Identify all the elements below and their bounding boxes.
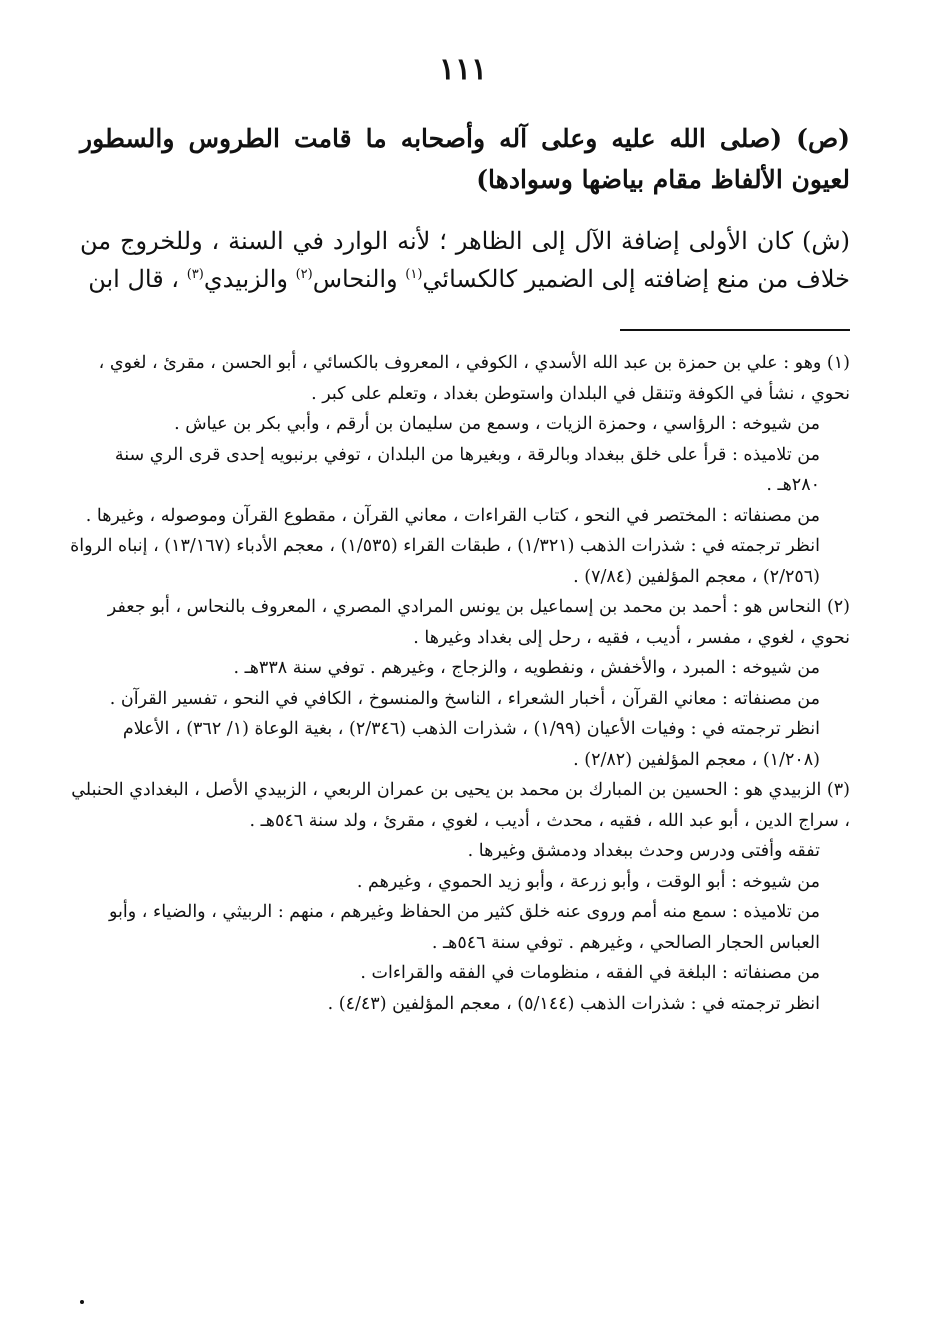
footnote-3-line: من شيوخه : أبو الوقت ، وأبو زرعة ، وأبو زيد الحموي ، وغيرهم . <box>356 871 820 892</box>
page-number: ١١١ <box>438 52 488 87</box>
footnote-2-line: من شيوخه : المبرد ، والأخفش ، ونفطويه ، والزجاج ، وغيرهم . توفي سنة ٣٣٨هـ . <box>233 658 820 678</box>
footnotes <box>70 348 850 1019</box>
footnote-1-line: انظر ترجمته في : شذرات الذهب (١/٣٢١) ، طبقات القراء (١/٥٣٥) ، معجم الأدباء (١٣/١٦٧) ، إنباه الرواة (٢/٢٥٦) ، معجم المؤلفين (٧/٨٤) . <box>70 536 820 587</box>
footnote-3-line: من تلاميذه : سمع منه أمم وروى عنه خلق كثير من الحفاظ وغيرهم ، منهم : الربيثي ، والضياء ، وأبو العباس الحجار الصالحي ، وغيرهم . توفي سنة ٥٤٦هـ . <box>108 902 820 953</box>
footnote-1-line: من تلاميذه : قرأ على خلق ببغداد وبالرقة ، وبغيرها من البلدان ، توفي برنبويه إحدى قرى الري سنة ٢٨٠هـ . <box>114 444 820 495</box>
footnote-3-line: من مصنفاته : البلغة في الفقه ، منظومات في الفقه والقراءات . <box>360 963 820 983</box>
print-speck <box>80 1300 84 1304</box>
sharh-text-3: والزبيدي <box>203 265 296 293</box>
sharh-text-2: والنحاس <box>312 265 406 293</box>
footnote-1-head: (١) وهو : علي بن حمزة بن عبد الله الأسدي ، الكوفي ، المعروف بالكسائي ، أبو الحسن ، مقرئ ، لغوي ، نحوي ، نشأ في الكوفة وتنقل في البلدان واستوطن بغداد ، وتعلم على كبر . <box>98 353 850 404</box>
footnote-2-line: انظر ترجمته في : وفيات الأعيان (١/٩٩) ، شذرات الذهب (٢/٣٤٦) ، بغية الوعاة (١/ ٣٦٢) ، الأعلام (١/٢٠٨) ، معجم المؤلفين (٢/٨٢) . <box>122 719 820 770</box>
footnote-ref-3: (٣) <box>186 267 204 282</box>
footnote-ref-2: (٢) <box>295 267 313 282</box>
sharh-text-1: (ش) كان الأولى إضافة الآل إلى الظاهر ؛ لأنه الوارد في السنة ، وللخروج من خلاف من منع إضافته إلى الضمير كالكسائي <box>80 227 850 293</box>
footnote-2 <box>70 592 850 775</box>
footnote-separator <box>620 329 850 331</box>
footnote-1-line: من مصنفاته : المختصر في النحو ، كتاب القراءات ، معاني القرآن ، مقطوع القرآن وموصوله ، وغيرها . <box>85 505 820 526</box>
footnote-3-line: تفقه وأفتى ودرس وحدث ببغداد ودمشق وغيرها . <box>467 841 820 861</box>
footnote-ref-1: (١) <box>405 267 423 282</box>
main-text <box>80 118 850 298</box>
footnote-2-line: من مصنفاته : معاني القرآن ، أخبار الشعراء ، الناسخ والمنسوخ ، الكافي في النحو ، تفسير القرآن . <box>109 688 820 709</box>
sharh-paragraph <box>80 222 850 298</box>
footnote-2-head: (٢) النحاس هو : أحمد بن محمد بن إسماعيل بن يونس المرادي المصري ، المعروف بالنحاس ، أبو جعفر نحوي ، لغوي ، مفسر ، أديب ، فقيه ، رحل إلى بغداد وغيرها . <box>107 597 850 648</box>
sharh-text-4: ، قال ابن <box>88 265 187 293</box>
matn-paragraph: (ص) (صلى الله عليه وعلى آله وأصحابه ما قامت الطروس والسطور لعيون الألفاظ مقام بياضها وسوادها) <box>80 124 850 194</box>
footnote-1 <box>70 348 850 592</box>
footnote-3-line: انظر ترجمته في : شذرات الذهب (٥/١٤٤) ، معجم المؤلفين (٤/٤٣) . <box>327 993 820 1014</box>
footnote-3-head: (٣) الزبيدي هو : الحسين بن المبارك بن محمد بن يحيى بن عمران الربعي ، الزبيدي الأصل ، البغدادي الحنبلي ، سراج الدين ، أبو عبد الله ، فقيه ، محدث ، أديب ، لغوي ، مقرئ ، ولد سنة ٥٤٦هـ . <box>71 780 850 831</box>
footnote-1-line: من شيوخه : الرؤاسي ، وحمزة الزيات ، وسمع من سليمان بن أرقم ، وأبي بكر بن عياش . <box>174 414 820 434</box>
footnote-3 <box>70 775 850 1019</box>
